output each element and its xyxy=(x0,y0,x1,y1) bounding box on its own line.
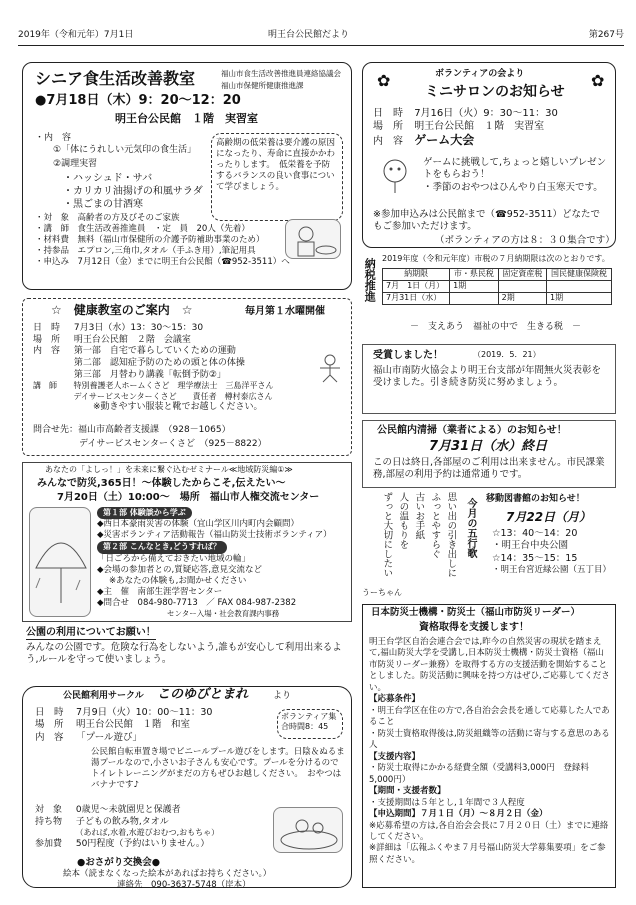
poem-line: ふっとやすらぐ xyxy=(429,492,441,559)
flower-icon: ✿ xyxy=(591,71,605,90)
tax-slogan: － 支えあう 福祉の中で 生きる税 － xyxy=(410,322,582,332)
circle-lead: 公民館利用サークル xyxy=(63,691,144,701)
circle-detail-label: 対 象 xyxy=(35,805,63,815)
health-title: ☆ 健康教室のご案内 ☆ xyxy=(51,303,193,317)
tax-cell: 7月31日（水） xyxy=(383,293,450,305)
header-date: 2019年（令和元年）7月1日 xyxy=(18,30,134,40)
disaster-section: 【支援内容】 xyxy=(369,751,421,762)
bousai-box xyxy=(22,462,352,622)
circle-detail-value: 子どもの飲み物,タオル xyxy=(75,816,169,827)
senior-class-box xyxy=(22,62,352,290)
bousai-item: ◆会場の参加者との,質疑応答,意見交流など xyxy=(97,564,262,575)
salon-desc-line: ゲームに挑戦して,ちょっと嬉しいプレゼントをもらおう！ xyxy=(423,157,607,181)
bousai-lead: あなたの「よしっ！」を未来に繋ぐ込むゼミナール≪地域防災編①≫ xyxy=(45,465,293,474)
poem-header: 今月の五行歌 xyxy=(465,498,476,558)
senior-item: ・ハッシュド・サバ xyxy=(63,173,153,184)
senior-item: ①「体にうれしい元気印の食生活」 xyxy=(53,145,197,155)
disaster-intro: 明王台学区自治会連合会では,昨今の自然災害の現状を踏まえて,福山防災大学を受講し,日本防災士機構・防災士資格（福山市防災リーダー兼務）を取得する方の支援活動を開始することとしました。防災活動に興味を持つ方はぜひ,ご応募してください。 xyxy=(369,637,610,693)
tax-cell: 2期 xyxy=(498,293,546,305)
disaster-note: ※応募希望の方は,各自治会会長に７月２０日（土）までに連絡してください。 xyxy=(369,820,609,842)
circle-row-value: 7月9日（火）10：00～11：30 xyxy=(76,707,213,718)
circle-exchange: ●おさがり交換会● xyxy=(77,857,161,868)
senior-detail: ・申込み 7月12日（金）までに明王台公民館（☎952-3511）へ xyxy=(35,257,290,268)
senior-org2: 福山市保健所健康推進課 xyxy=(221,81,304,90)
senior-detail: ・持参品 エプロン,三角巾,タオル（手ふき用）,筆記用具 xyxy=(35,246,256,257)
salon-row-value: 7月16日（火）9：30～11：30 xyxy=(414,108,558,119)
circle-row-value: 「プール遊び」 xyxy=(76,731,143,743)
mobile-date: 7月22日（月） xyxy=(506,510,592,524)
circle-detail-label: 持ち物 xyxy=(35,816,63,827)
circle-details xyxy=(35,805,219,850)
circle-row-label: 場 所 xyxy=(35,719,64,731)
senior-title: シニア食生活改善教室 xyxy=(35,69,196,88)
cleaning-box xyxy=(362,420,616,488)
health-row-value: デイサービスセンターくさど 責任者 樽村泰広さん xyxy=(73,391,273,401)
disaster-title2: 資格取得を支援します！ xyxy=(419,622,529,633)
mobile-slot: ・明王台中央公園 xyxy=(492,540,569,552)
circle-volunteer: ボランティア集合時間8：45 xyxy=(277,709,343,739)
bousai-item: ◆主 催 南部生涯学習センター xyxy=(97,587,223,598)
health-row-value: 第二部 認知症予防のための頭と体の体操 xyxy=(73,358,245,369)
tax-header: 市・県民税 xyxy=(450,269,498,281)
tax-cell xyxy=(450,293,498,305)
park-text: みんなの公園です。危険な行為をしないよう,誰もが安心して利用出来るよう,ルールを守って使いましょう。 xyxy=(26,642,342,666)
circle-book: 絵本（読まなくなった絵本があればお持ちください。） xyxy=(63,869,272,879)
mobile-slot: ☆13：40～14：20 xyxy=(492,528,578,539)
cleaning-title: 公民館内清掃（業者による）のお知らせ！ xyxy=(377,425,567,436)
tax-cell xyxy=(498,281,546,293)
park-section xyxy=(22,626,352,682)
circle-rows xyxy=(35,707,212,744)
disaster-note: ※詳細は「広報ふくやま７月号福山防災大学募集要項」をご参照ください。 xyxy=(369,843,606,865)
award-text: 福山市南防火協会より明王台支部が年間無火災表彰を受けました。引き続き防災に努めましょう。 xyxy=(373,365,602,389)
health-contact1: 問合せ先：福山市高齢者支援課 （928－1065） xyxy=(33,425,231,435)
senior-detail: ・対 象 高齢者の方及びそのご家族 xyxy=(35,213,180,223)
health-row-value: 明王台公民館 ２階 会議室 xyxy=(73,334,191,345)
salon-row-value: ゲーム大会 xyxy=(414,133,475,147)
exercise-illustration xyxy=(315,353,345,383)
circle-name: このゆびとまれ xyxy=(157,687,249,702)
poem-line: 古いお手紙 xyxy=(413,492,425,540)
bousai-program xyxy=(97,507,347,619)
salon-desc-line: ・季節のおやつはひんやり白玉寒天です。 xyxy=(423,181,603,193)
salon-apply: ※参加申込みは公民館まで（☎952-3511）どなたでもご参加いただけます。 xyxy=(373,209,601,233)
circle-tail: より xyxy=(273,691,292,701)
mobile-slots xyxy=(492,528,611,576)
tax-cell: 7月 1日（月） xyxy=(383,281,450,293)
disaster-item: ・防災士取得にかかる経費全額（受講料3,000円 登録料5,000円） xyxy=(369,763,589,785)
disaster-item: ・明王台学区在住の方で,各自治会会長を通して応募した人であること xyxy=(369,705,610,728)
rain-illustration xyxy=(29,507,91,617)
health-schedule: 毎月第１水曜開催 xyxy=(245,306,325,317)
circle-row-label: 内 容 xyxy=(35,731,64,743)
header-issue: 第267号 xyxy=(588,30,624,40)
tax-cell: 1期 xyxy=(450,281,498,293)
bousai-item: 「日ごろから備えておきたい地域の輪」 xyxy=(97,553,251,564)
senior-item: ・黒ごまの甘酒寒 xyxy=(63,199,143,210)
mobile-title: 移動図書館のお知らせ！ xyxy=(486,494,585,504)
health-box xyxy=(22,298,352,456)
tax-header: 納期限 xyxy=(383,269,450,281)
poem-author: うーちゃん xyxy=(362,588,402,597)
bousai-item: ※あなたの体験も,お聞かせください xyxy=(109,575,247,586)
salon-row-label: 場 所 xyxy=(373,121,403,132)
header-title: 明王台公民館だより xyxy=(268,30,350,40)
cooking-illustration xyxy=(285,219,341,259)
senior-detail: ・講 師 食生活改善推進員 ・定 員 20人（先着） xyxy=(35,224,250,235)
disaster-item: ・防災士資格取得後は,防災組織等の活動に寄与する意思のある人 xyxy=(369,728,610,751)
tax-caption: 2019年度（令和元年度）市税の７月納期限は次のとおりです。 xyxy=(382,254,610,263)
health-row-label: 日 時 xyxy=(33,323,61,333)
page-header xyxy=(18,30,624,46)
salon-row-label: 日 時 xyxy=(373,108,403,119)
health-row-value: 第三部 月替わり講義「転倒予防②」 xyxy=(73,369,226,380)
park-title: 公園の利用についてお願い！ xyxy=(26,627,156,638)
disaster-section: 【期間・支援者数】 xyxy=(369,786,446,797)
senior-item: ・カリカリ油揚げの和風サラダ xyxy=(63,186,203,197)
circle-row-value: 明王台公民館 １階 和室 xyxy=(76,719,191,731)
salon-row-label: 内 容 xyxy=(373,136,403,147)
flower-icon: ✿ xyxy=(377,71,391,90)
bousai-item: ◆災害ボランティア活動報告（福山防災士技術ボランティア） xyxy=(97,530,332,541)
poem-section xyxy=(360,492,484,602)
circle-box xyxy=(22,686,352,888)
poem-line: ずっと大切にしたい xyxy=(381,492,393,578)
game-illustration xyxy=(377,155,413,195)
disaster-body xyxy=(369,637,611,866)
poem-line: 思い出の引き出しに xyxy=(445,492,457,578)
award-box xyxy=(362,344,616,414)
senior-detail: ・材料費 無料（福山市保健所の介護予防補助事業のため） xyxy=(35,235,265,246)
poem-line: 人の温もりを xyxy=(397,492,409,549)
mobile-library xyxy=(486,494,616,590)
bousai-title: みんなで防災,365日！～体験したからこそ,伝えたい～ xyxy=(37,478,286,489)
tax-cell: 1期 xyxy=(547,293,612,305)
tax-section xyxy=(362,254,616,334)
health-row-label: 場 所 xyxy=(33,334,61,345)
disaster-section: 【応募条件】 xyxy=(369,694,421,705)
senior-note: 高齢期の低栄養は要介護の原因になったり、寿命に直接かかわったりします。 低栄養を予防するバランスの良い食事について学びましょう。 xyxy=(211,133,343,221)
mobile-slot: ・明王台宮近緑公園（五丁目） xyxy=(492,565,612,576)
cleaning-date: 7月31日（水）終日 xyxy=(429,439,548,454)
health-row-label: 内 容 xyxy=(33,346,61,357)
salon-header: ボランティアの会より xyxy=(435,69,525,79)
salon-volunteer: （ボランティアの方は８：３０集合です） xyxy=(435,235,615,246)
circle-contact: 連絡先 090-3637-5748（岸本） xyxy=(117,880,251,890)
senior-org1: 福山市食生活改善推進員連絡協議会 xyxy=(221,69,341,78)
disaster-title1: 日本防災士機構・防災士（福山市防災リーダー） xyxy=(371,607,581,618)
award-date: （2019．5．21） xyxy=(473,350,541,359)
bousai-item: ◆西日本豪雨災害の体験（宜山学区川内町内会顧問） xyxy=(97,519,300,530)
health-row-value: 7月3日（水）13：30～15：30 xyxy=(73,323,204,333)
bousai-date: 7月20日（土）10:00～ 場所 福山市人権交流センター xyxy=(57,492,320,503)
tax-side: 納税推進 xyxy=(363,258,377,302)
tax-header: 固定資産税 xyxy=(498,269,546,281)
circle-desc: 公民館自転車置き場でビニールプール遊びをします。日陰＆ぬるま湯プールなので,小さいお子さんも安心です。プールを分けるのでトイレトレーニングがまだの方もぜひお越しください。 おやつはバナナです♪ xyxy=(91,747,345,791)
tax-header: 国民健康保険税 xyxy=(547,269,612,281)
bousai-part1: 第１部 体験談から学ぶ xyxy=(97,507,192,519)
tax-table xyxy=(382,268,612,305)
circle-detail-value: 50円程度（予約はいりません。） xyxy=(75,838,210,849)
health-rows xyxy=(33,323,347,414)
senior-item: ②調理実習 xyxy=(53,159,98,169)
senior-date: ●7月18日（木）9：20～12：20 xyxy=(35,93,241,108)
cleaning-text: この日は終日,各部屋のご利用は出来ません。市民課業務,部屋の利用予約は通常通りです。 xyxy=(373,457,605,481)
salon-row-value: 明王台公民館 １階 実習室 xyxy=(414,121,545,132)
disaster-box xyxy=(362,604,616,888)
mobile-slot: ☆14：35～15：15 xyxy=(492,552,578,564)
health-note: ※動きやすい服装と靴でお越しください。 xyxy=(93,402,263,413)
disaster-item: ・支援期間は５年とし,１年間で３人程度 xyxy=(369,797,525,808)
pool-illustration xyxy=(273,807,343,853)
circle-row-label: 日 時 xyxy=(35,707,64,718)
senior-place: 明王台公民館 １階 実習室 xyxy=(115,112,258,125)
salon-rows xyxy=(373,107,558,149)
circle-detail-value: （あれば,水着,水遊びおむつ,おもちゃ） xyxy=(75,828,220,838)
health-row-value: 特別養護老人ホームくさど 理学療法士 三島洋平さん xyxy=(73,381,274,391)
health-row-value: 第一部 自宅で暮らしていくための運動 xyxy=(73,346,236,357)
award-title: 受賞しました！ xyxy=(373,350,443,361)
tax-cell xyxy=(547,281,612,293)
senior-content-label: ・内 容 xyxy=(35,133,72,143)
circle-detail-value: 0歳児～未就園児と保護者 xyxy=(75,805,181,815)
salon-desc xyxy=(423,157,609,194)
bousai-item: ◆問合せ 084-980-7713 ／ FAX 084-987-2382 xyxy=(97,598,297,609)
bousai-part2: 第２部 こんなとき,どうすれば？ xyxy=(97,541,227,553)
salon-box xyxy=(362,62,616,248)
health-row-label: 講 師 xyxy=(33,381,57,391)
bousai-item: センター入場・社会教育課内事務 xyxy=(167,609,280,619)
salon-title: ミニサロンのお知らせ xyxy=(425,84,565,100)
health-contact2: デイサービスセンターくさど （925－8822） xyxy=(79,439,267,449)
circle-detail-label: 参加費 xyxy=(35,838,63,849)
disaster-apply: 【申込期間】７月１日（月）～８月２日（金） xyxy=(369,809,548,820)
